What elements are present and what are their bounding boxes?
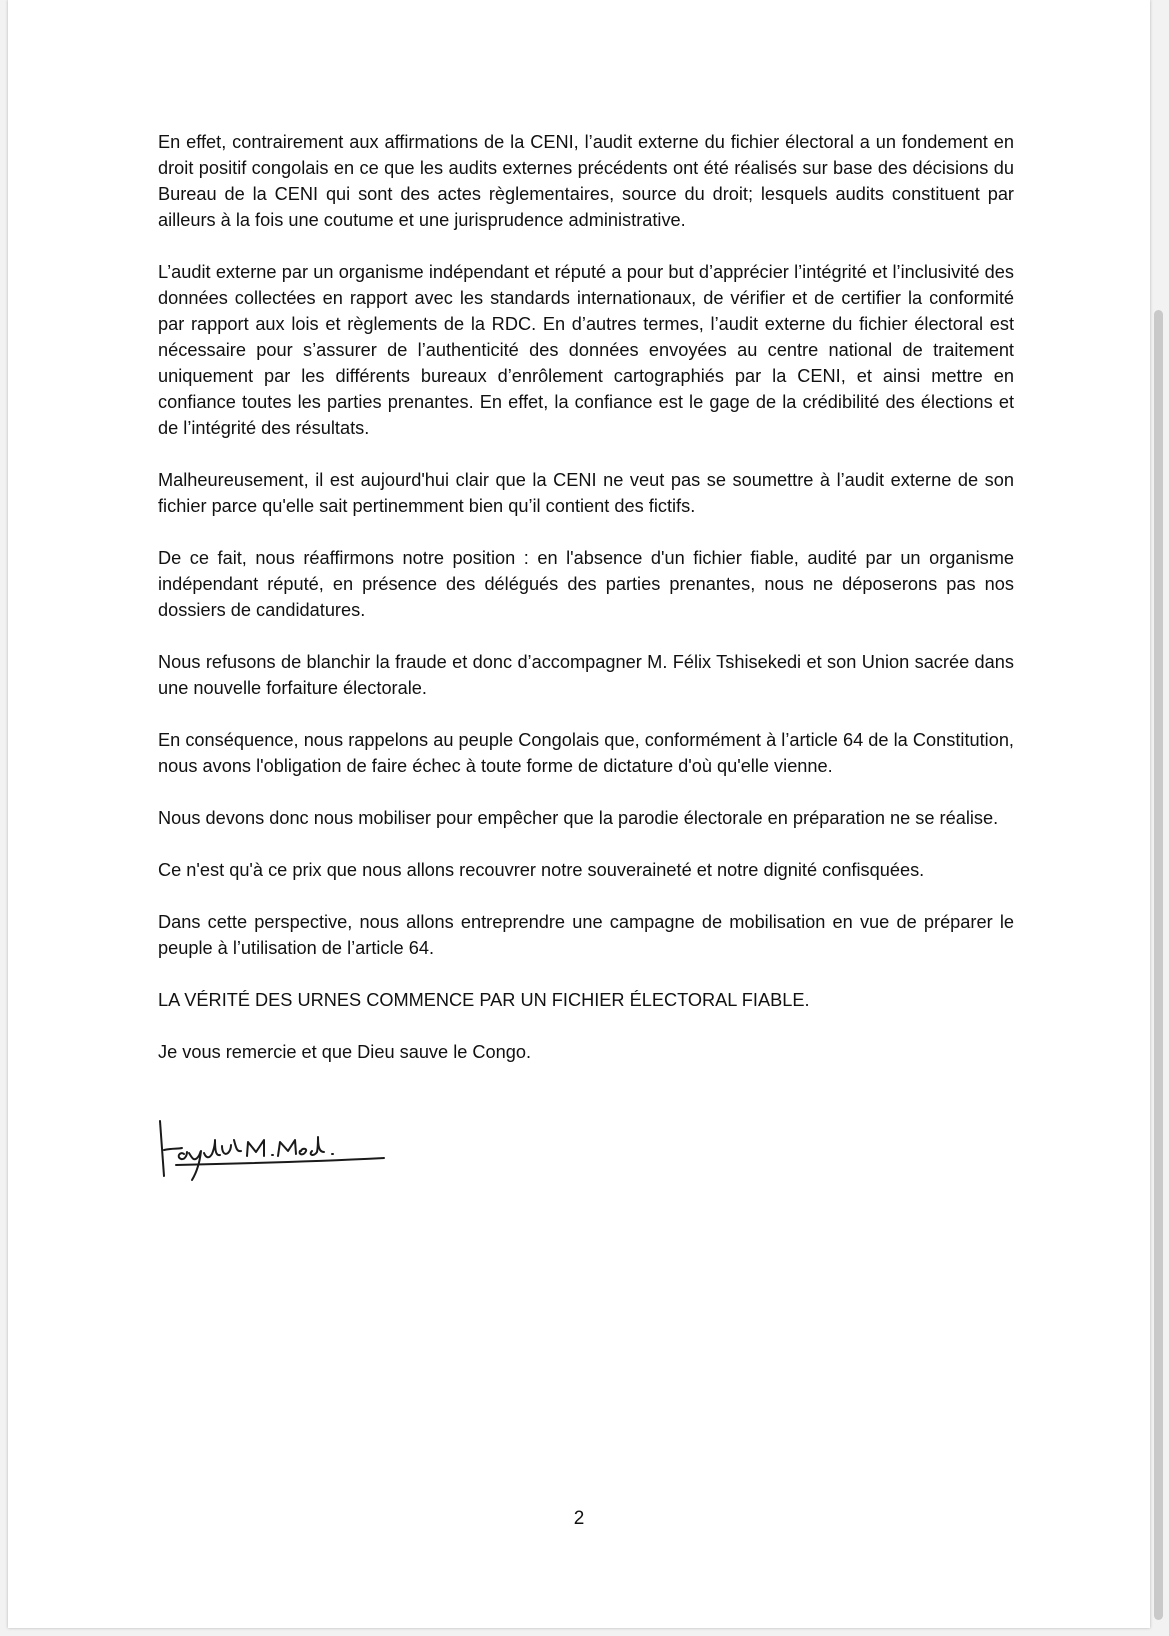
page-number: 2 — [573, 1508, 585, 1529]
handwritten-signature — [154, 1118, 404, 1188]
scrollbar-thumb[interactable] — [1154, 310, 1163, 1620]
paragraph-3: Malheureusement, il est aujourd'hui clair que la CENI ne veut pas se soumettre à l’audit externe de son fichier parce qu'elle sait pertinemment bien qu’il contient des fictifs. — [158, 470, 1014, 516]
paragraph-6: En conséquence, nous rappelons au peuple Congolais que, conformément à l’article 64 de la Constitution, nous avons l'obligation de faire échec à toute forme de dictature d'où qu'elle vienne. — [158, 730, 1014, 776]
paragraph-5: Nous refusons de blanchir la fraude et donc d’accompagner M. Félix Tshisekedi et son Union sacrée dans une nouvelle forfaiture électorale. — [158, 652, 1014, 698]
document-body — [158, 129, 1014, 1091]
paragraph-9: Dans cette perspective, nous allons entreprendre une campagne de mobilisation en vue de préparer le peuple à l’utilisation de l’article 64. — [158, 912, 1014, 958]
paragraph-2: L’audit externe par un organisme indépendant et réputé a pour but d’apprécier l’intégrité et l’inclusivité des données collectées en rapport avec les standards internationaux, de vérifier et de certifier la conformité par rapport aux lois et règlements de la RDC. En d’autres termes, l’audit externe du fichier électoral est nécessaire pour s’assurer de l’authenticité des données envoyées au centre national de traitement uniquement par les différents bureaux d’enrôlement cartographiés par la CENI, et ainsi mettre en confiance toutes les parties prenantes. En effet, la confiance est le gage de la crédibilité des élections et de l’intégrité des résultats. — [158, 262, 1014, 438]
paragraph-1: En effet, contrairement aux affirmations de la CENI, l’audit externe du fichier électoral a un fondement en droit positif congolais en ce que les audits externes précédents ont été réalisés sur base des décisions du Bureau de la CENI qui sont des actes règlementaires, source du droit; lesquels audits constituent par ailleurs à la fois une coutume et une jurisprudence administrative. — [158, 132, 1014, 230]
document-page — [8, 0, 1150, 1628]
paragraph-7: Nous devons donc nous mobiliser pour empêcher que la parodie électorale en préparation ne se réalise. — [158, 808, 999, 828]
paragraph-4: De ce fait, nous réaffirmons notre position : en l'absence d'un fichier fiable, audité par un organisme indépendant réputé, en présence des délégués des parties prenantes, nous ne déposerons pas nos dossiers de candidatures. — [158, 548, 1014, 620]
vertical-scrollbar[interactable] — [1153, 0, 1165, 1636]
slogan-paragraph: LA VÉRITÉ DES URNES COMMENCE PAR UN FICHIER ÉLECTORAL FIABLE. — [158, 990, 810, 1010]
closing-paragraph: Je vous remercie et que Dieu sauve le Congo. — [158, 1042, 532, 1062]
paragraph-8: Ce n'est qu'à ce prix que nous allons recouvrer notre souveraineté et notre dignité confisquées. — [158, 860, 925, 880]
